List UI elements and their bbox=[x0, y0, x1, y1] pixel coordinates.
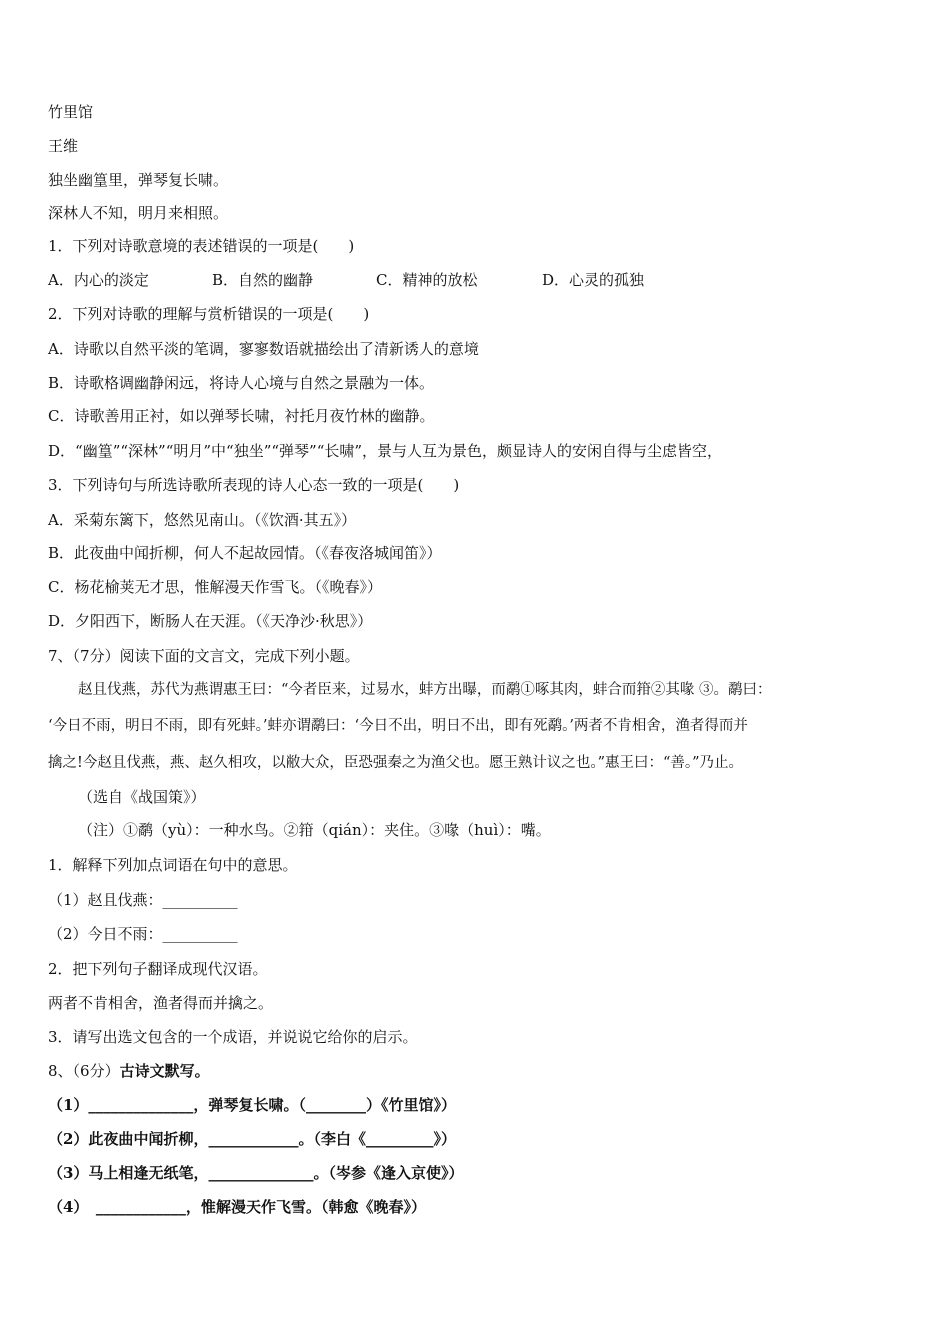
q1-option-d: D．心灵的孤独 bbox=[542, 271, 645, 289]
poem-line-1: 独坐幽篁里，弹琴复长啸。 bbox=[48, 171, 229, 189]
q7-sub2: 2．把下列句子翻译成现代汉语。 bbox=[48, 960, 268, 978]
q1-option-c: C．精神的放松 bbox=[376, 271, 478, 289]
q8-line-1: （1）______________，弹琴复长啸。（________）《竹里馆》） bbox=[48, 1096, 456, 1114]
passage-line-1: 赵且伐燕，苏代为燕谓惠王曰：“今者臣来，过易水，蚌方出曝，而鹬①啄其肉，蚌合而箝②其喙 ③。鹬曰： bbox=[78, 682, 772, 698]
poem-title: 竹里馆 bbox=[48, 103, 94, 121]
passage-note: （注）①鹬（yù）：一种水鸟。②箝（qián）：夹住。③喙（huì）：嘴。 bbox=[78, 821, 551, 839]
q8-header-prefix: 8、（6分） bbox=[48, 1062, 120, 1080]
q3-option-b: B．此夜曲中闻折柳，何人不起故园情。（《春夜洛城闻笛》） bbox=[48, 544, 442, 562]
q3-option-a: A．采菊东篱下，悠然见南山。（《饮酒·其五》） bbox=[48, 511, 357, 529]
q3-option-c: C．杨花榆荚无才思，惟解漫天作雪飞。（《晚春》） bbox=[48, 578, 382, 596]
q8-header bbox=[48, 1061, 210, 1081]
q8-line-2: （2）此夜曲中闻折柳，____________。（李白《_________》） bbox=[48, 1130, 456, 1148]
q2-option-a: A．诗歌以自然平淡的笔调，寥寥数语就描绘出了清新诱人的意境 bbox=[48, 340, 479, 358]
poem-line-2: 深林人不知，明月来相照。 bbox=[48, 204, 229, 222]
q3-stem: 3．下列诗句与所选诗歌所表现的诗人心态一致的一项是( ) bbox=[48, 476, 460, 494]
q3-option-d: D．夕阳西下，断肠人在天涯。（《天净沙·秋思》） bbox=[48, 612, 373, 630]
q8-header-title: 古诗文默写。 bbox=[119, 1062, 210, 1080]
passage-line-3: 擒之!今赵且伐燕，燕、赵久相攻，以敝大众，臣恐强秦之为渔父也。愿王熟计议之也。”惠王曰：“善。”乃止。 bbox=[48, 755, 744, 771]
q2-stem: 2．下列对诗歌的理解与赏析错误的一项是( ) bbox=[48, 305, 370, 323]
q1-stem: 1．下列对诗歌意境的表述错误的一项是( ) bbox=[48, 237, 355, 255]
q7-sub3: 3．请写出选文包含的一个成语，并说说它给你的启示。 bbox=[48, 1028, 418, 1046]
q7-sub1-item1: （1）赵且伐燕：__________ bbox=[48, 891, 238, 909]
q2-option-b: B．诗歌格调幽静闲远，将诗人心境与自然之景融为一体。 bbox=[48, 374, 435, 392]
q7-sub2-sentence: 两者不肯相舍，渔者得而并擒之。 bbox=[48, 994, 274, 1012]
q2-option-d: D．“幽篁”“深林”“明月”中“独坐”“弹琴”“长啸”，景与人互为景色，颇显诗人的安闲自得与尘虑皆空， bbox=[48, 442, 723, 460]
q8-line-3: （3）马上相逢无纸笔，______________。（岑参《逢入京使》） bbox=[48, 1164, 464, 1182]
q2-option-c: C．诗歌善用正衬，如以弹琴长啸，衬托月夜竹林的幽静。 bbox=[48, 407, 435, 425]
q7-sub1: 1．解释下列加点词语在句中的意思。 bbox=[48, 856, 298, 874]
poem-author: 王维 bbox=[48, 137, 79, 155]
q1-options bbox=[48, 270, 644, 290]
q1-option-b: B．自然的幽静 bbox=[212, 271, 314, 289]
passage-source: （选自《战国策》） bbox=[78, 788, 206, 806]
q7-header: 7、（7分）阅读下面的文言文，完成下列小题。 bbox=[48, 647, 360, 665]
q1-option-a: A．内心的淡定 bbox=[48, 271, 149, 289]
q7-sub1-item2: （2）今日不雨：__________ bbox=[48, 925, 238, 943]
q8-line-4: （4） ____________，惟解漫天作飞雪。（韩愈《晚春》） bbox=[48, 1198, 426, 1216]
passage-line-2: ‘今日不雨，明日不雨，即有死蚌。’蚌亦谓鹬曰：‘今日不出，明日不出，即有死鹬。’两者不肯相舍，渔者得而并 bbox=[48, 718, 748, 734]
